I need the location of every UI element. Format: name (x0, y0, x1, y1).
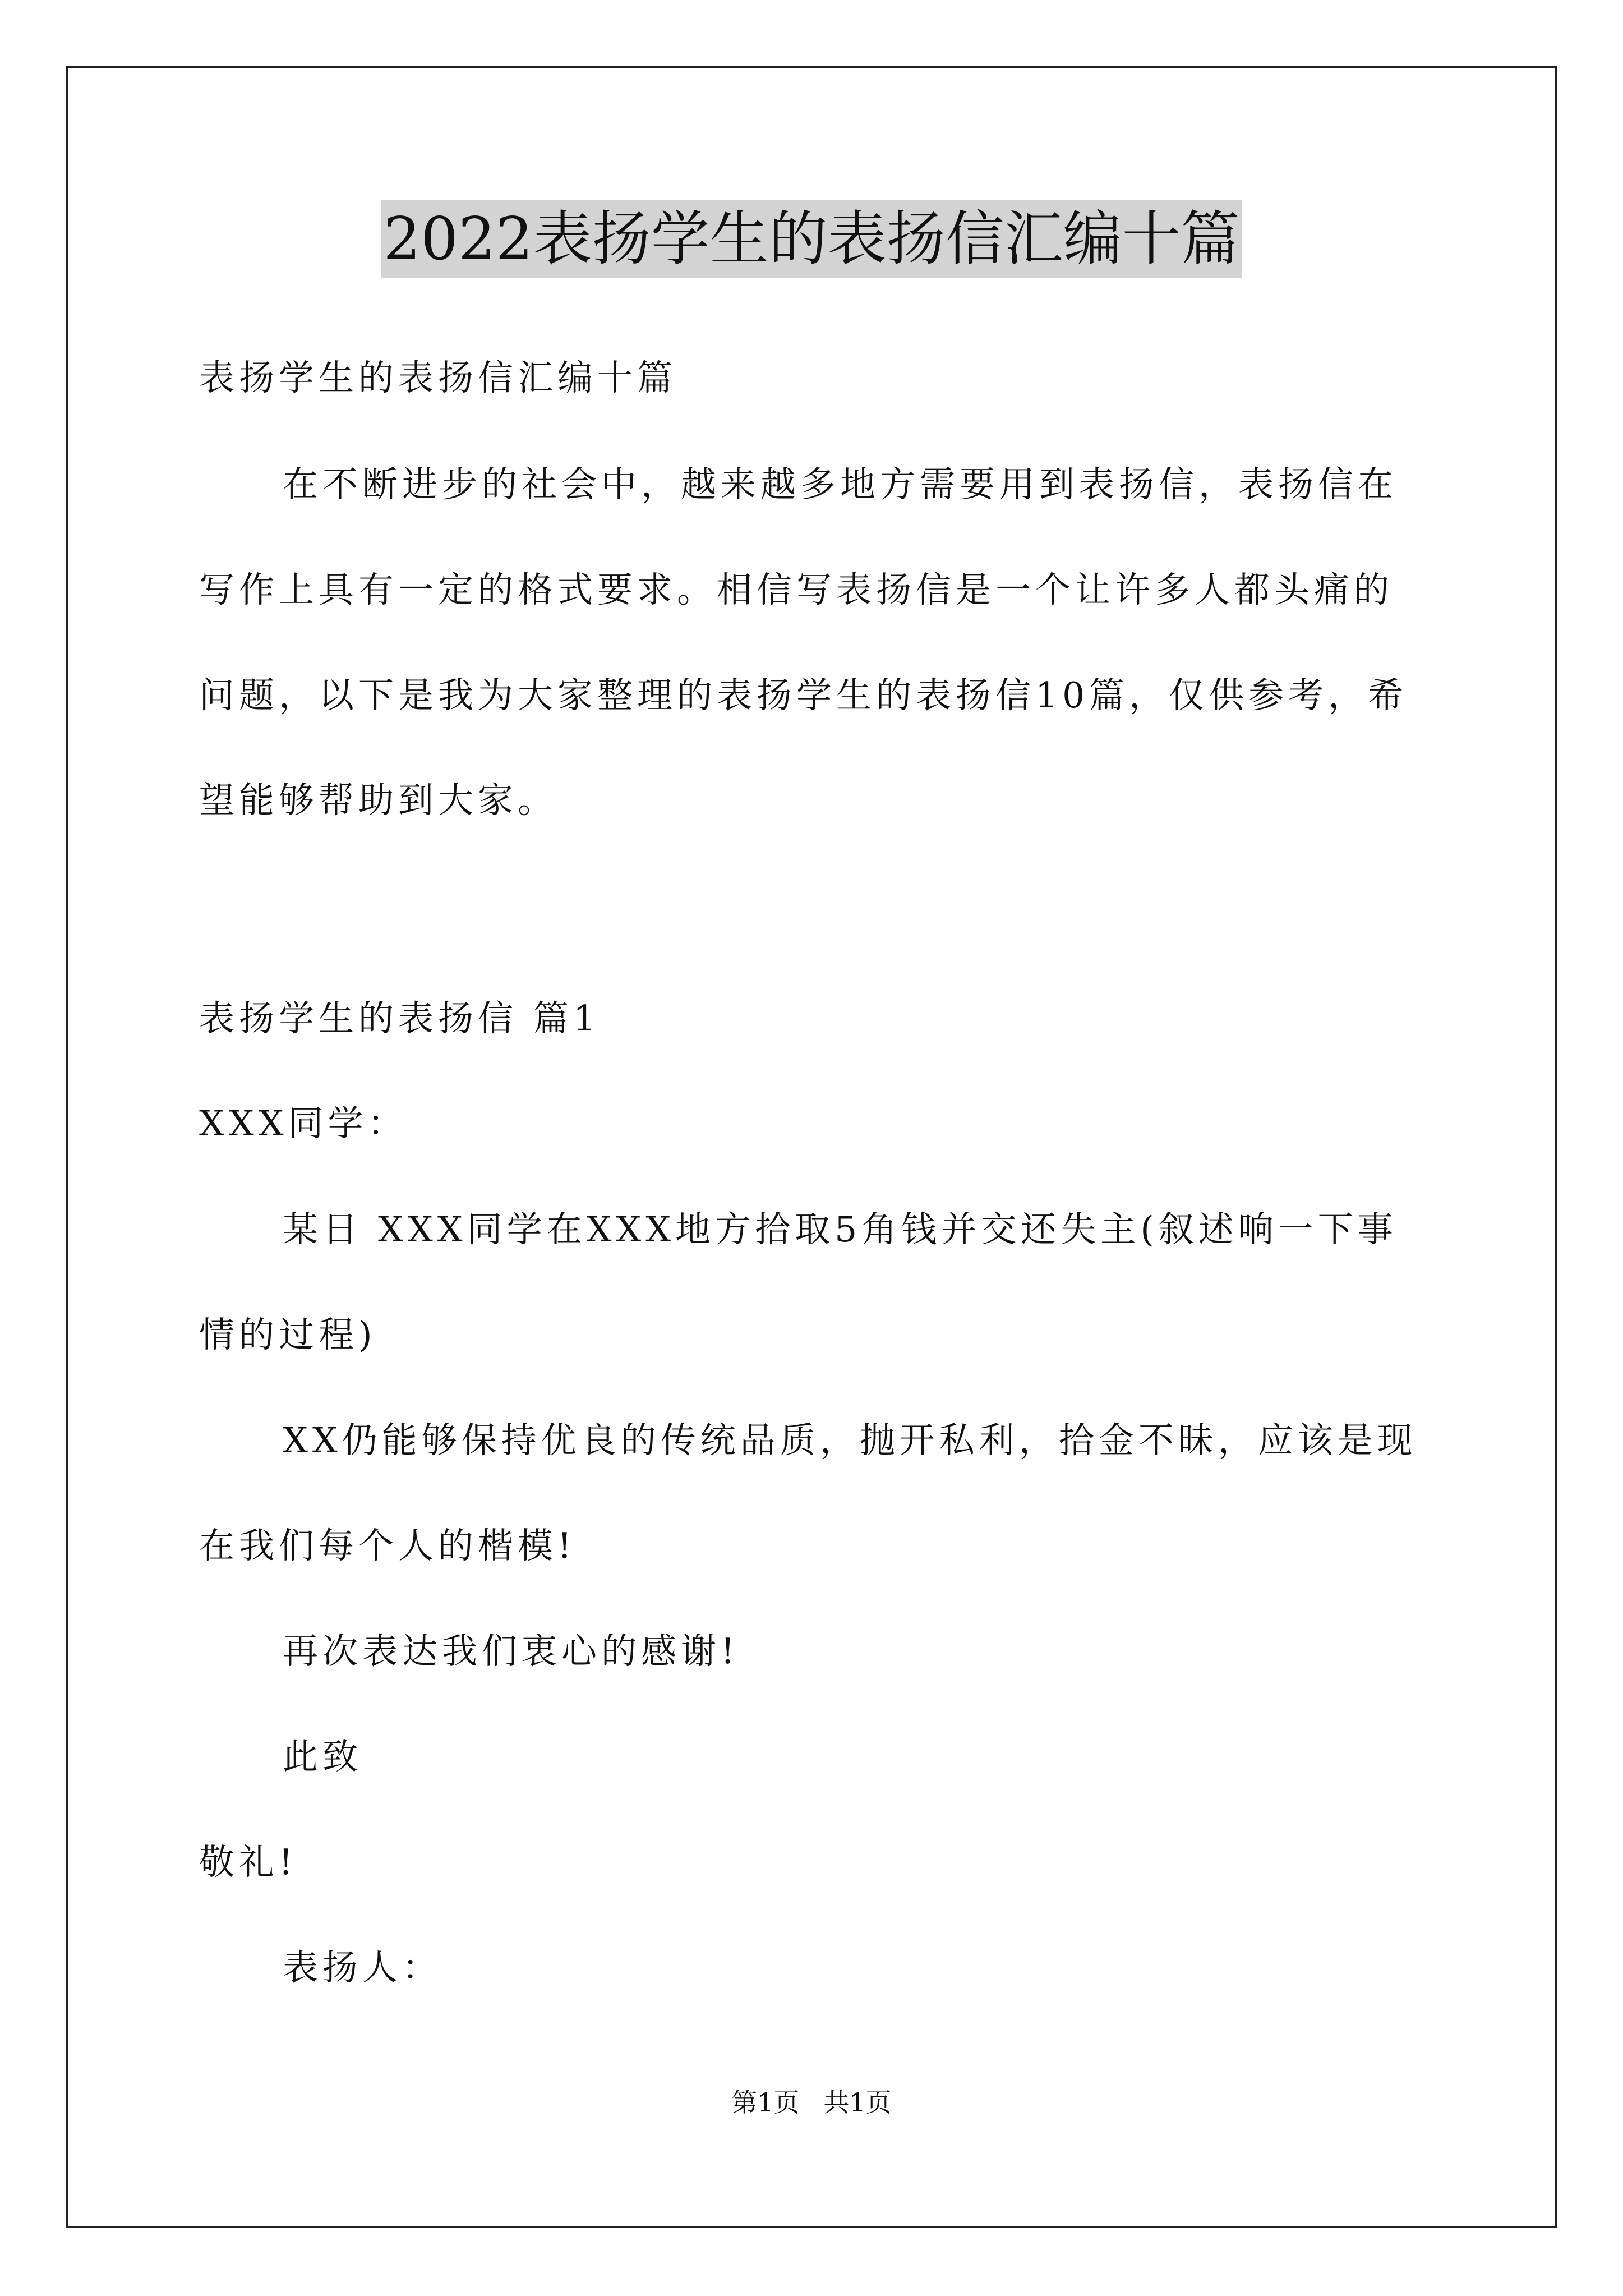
salutation: XXX同学： (199, 1103, 408, 1144)
page-footer (0, 2086, 1623, 2119)
thanks-line: 再次表达我们衷心的感谢! (283, 1631, 740, 1672)
signer-line: 表扬人： (283, 1947, 442, 1988)
para1-line-2: 情的过程) (199, 1314, 377, 1355)
intro-line-2: 写作上具有一定的格式要求。相信写表扬信是一个让许多人都头痛的 (199, 569, 1394, 610)
intro-line-3: 问题，以下是我为大家整理的表扬学生的表扬信10篇，仅供参考，希 (199, 675, 1408, 716)
para1-line-1: 某日 XXX同学在XXX地方拾取5角钱并交还失主(叙述响一下事 (283, 1209, 1398, 1250)
para2-line-2: 在我们每个人的楷模! (199, 1525, 577, 1566)
section-heading: 表扬学生的表扬信 篇1 (199, 998, 601, 1039)
title-container (0, 200, 1623, 278)
document-title: 2022表扬学生的表扬信汇编十篇 (381, 200, 1242, 278)
page-number: 第1页 (731, 2087, 800, 2118)
intro-line-1: 在不断进步的社会中，越来越多地方需要用到表扬信，表扬信在 (283, 464, 1398, 505)
para2-line-1: XX仍能够保持优良的传统品质，抛开私利，拾金不昧，应该是现 (283, 1420, 1417, 1461)
page-total: 共1页 (823, 2087, 892, 2118)
intro-line-4: 望能够帮助到大家。 (199, 780, 557, 821)
document-subtitle: 表扬学生的表扬信汇编十篇 (199, 357, 677, 398)
closing-line: 此致 (283, 1736, 362, 1777)
regards-line: 敬礼! (199, 1842, 298, 1883)
